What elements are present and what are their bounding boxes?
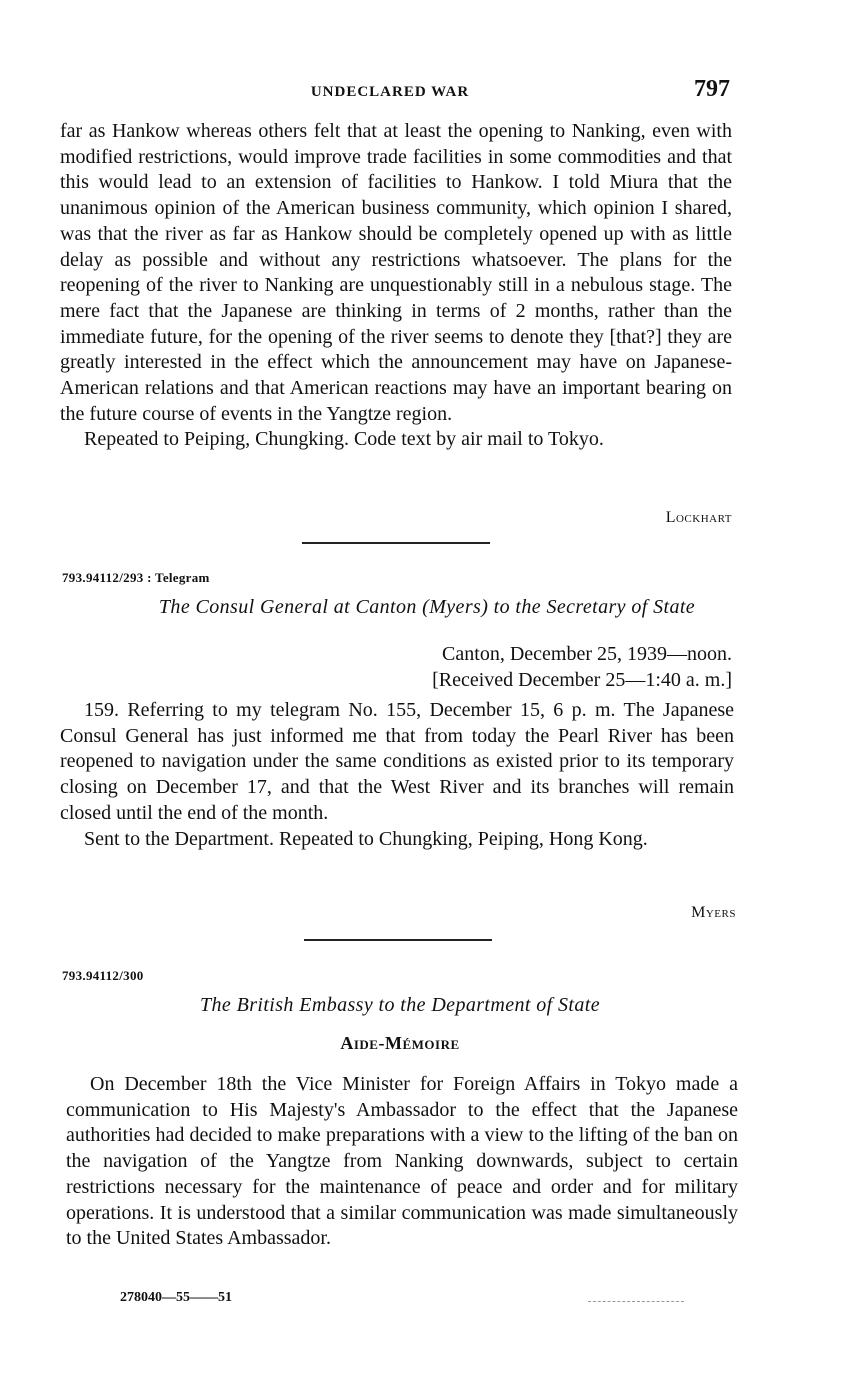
- doc2-received-line: [Received December 25—1:40 a. m.]: [432, 669, 732, 691]
- doc2-heading: The Consul General at Canton (Myers) to the Secretary of State: [158, 596, 696, 618]
- doc1-body: [60, 119, 732, 453]
- doc2-signature: Myers: [691, 904, 736, 921]
- doc2-dateline: Canton, December 25, 1939—noon.: [442, 643, 732, 665]
- doc3-heading: The British Embassy to the Department of State: [199, 994, 601, 1016]
- section-divider: [302, 542, 490, 544]
- doc3-body: [66, 1072, 738, 1252]
- doc3-file-reference: 793.94112/300: [62, 968, 144, 983]
- doc2-file-reference: 793.94112/293 : Telegram: [62, 570, 210, 585]
- doc1-signature: Lockhart: [665, 509, 732, 526]
- section-divider: [304, 939, 492, 941]
- doc3-paragraph: On December 18th the Vice Minister for Foreign Affairs in Tokyo made a communication to His Majesty's Ambassador to the effect that the Japanese authorities had decided to make preparations with a view to the lifting of the ban on the navigation of the Yangtze from Nanking downwards, subject to certain restrictions necessary for the maintenance of peace and order and for military operations. It is understood that a similar communication was made simultaneously to the United States Ambassador.: [66, 1073, 738, 1250]
- doc1-paragraph: Repeated to Peiping, Chungking. Code text by air mail to Tokyo.: [84, 428, 604, 451]
- doc2-paragraph: Sent to the Department. Repeated to Chungking, Peiping, Hong Kong.: [84, 827, 648, 850]
- running-title: UNDECLARED WAR: [310, 84, 470, 100]
- footer-marks: [588, 1301, 684, 1303]
- page-number: 797: [694, 76, 730, 102]
- doc2-paragraph: 159. Referring to my telegram No. 155, December 15, 6 p. m. The Japanese Consul General has just informed me that from today the Pearl River has been reopened to navigation under the same conditions as existed prior to its temporary closing on December 17, and that the West River and its branches will remain closed until the end of the month.: [60, 699, 734, 824]
- running-head: [0, 76, 854, 108]
- doc1-paragraph: far as Hankow whereas others felt that at least the opening to Nanking, even with modified restrictions, would improve trade facilities in some commodities and that this would lead to an extension of facilities to Hankow. I told Miura that the unanimous opinion of the American business community, which opinion I shared, was that the river as far as Hankow should be completely opened up with as little delay as possible and without any restrictions whatsoever. The plans for the reopening of the river to Nanking are unquestionably still in a nebulous stage. The mere fact that the Japanese are thinking in terms of 2 months, rather than the immediate future, for the opening of the river seems to denote they [that?] they are greatly interested in the effect which the announcement may have on Japanese-American relations and that American reactions may have an important bearing on the future course of events in the Yangtze region.: [60, 120, 732, 425]
- doc2-body: [60, 698, 734, 852]
- doc3-subheading: Aide-Mémoire: [340, 1033, 460, 1053]
- print-code: 278040—55——51: [120, 1290, 232, 1305]
